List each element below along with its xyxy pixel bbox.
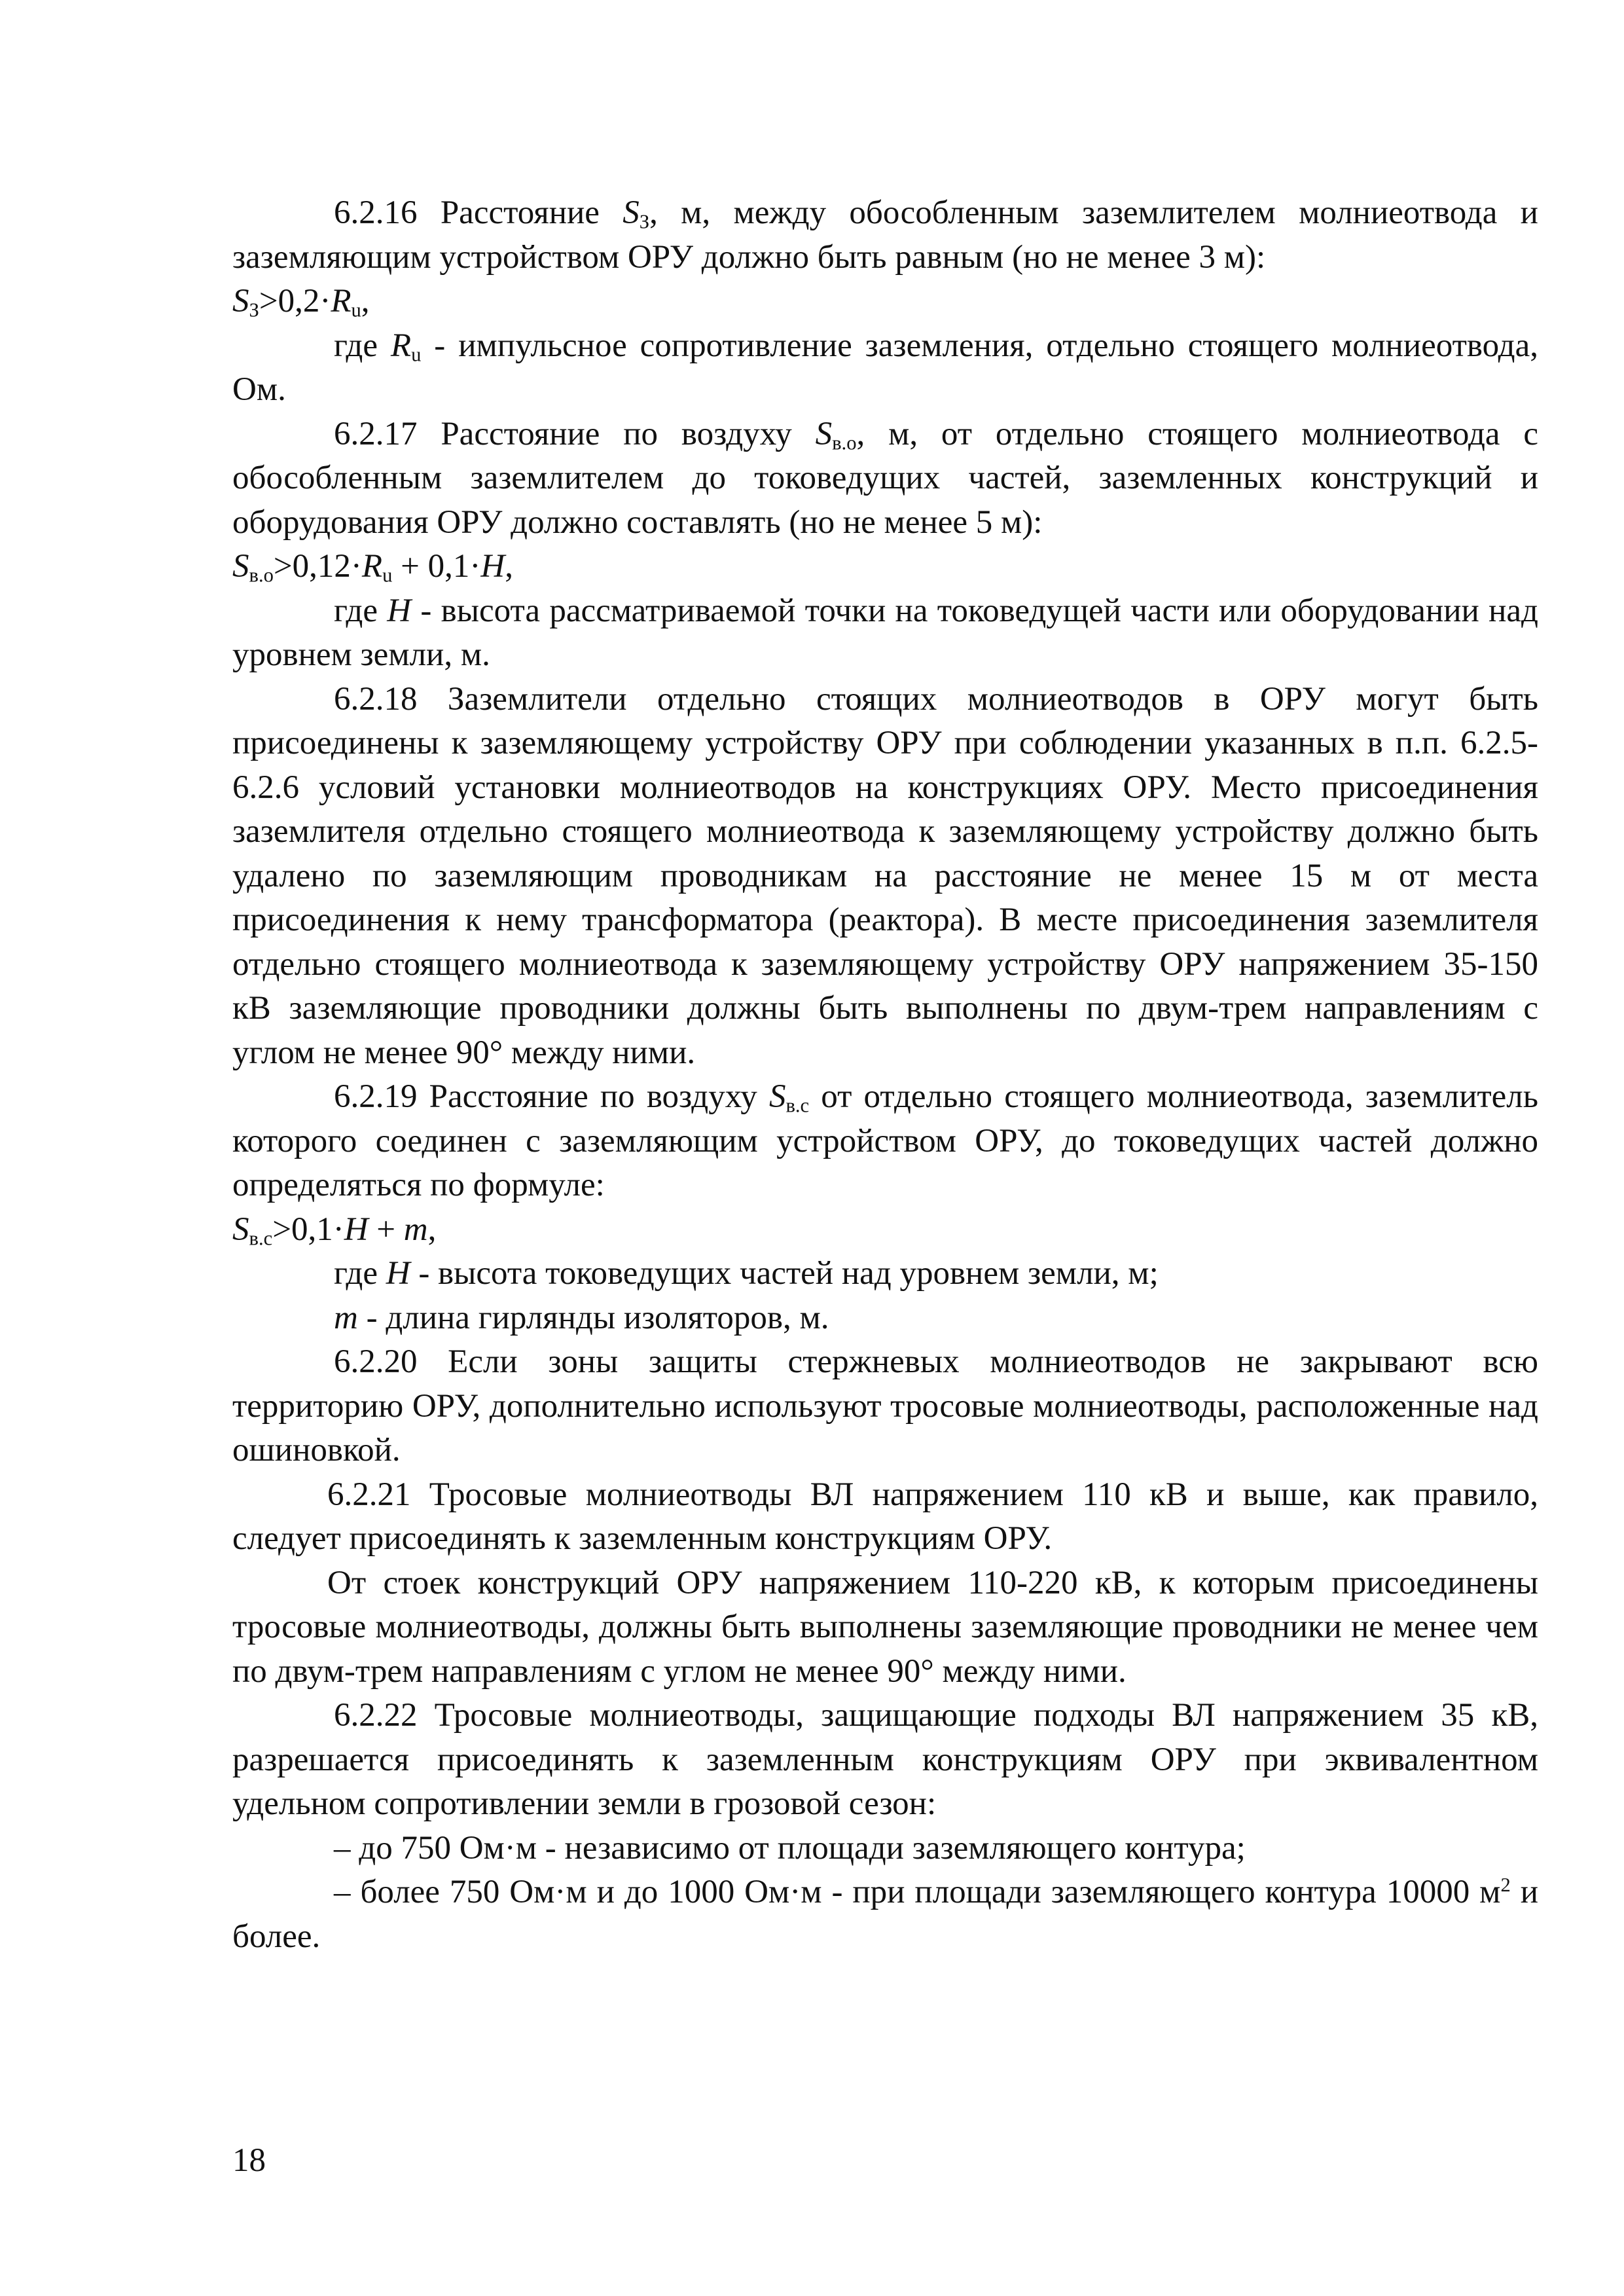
- formula-6-2-16: [232, 280, 1538, 324]
- where-6-2-19-m: [232, 1296, 1538, 1341]
- formula-text: ,: [361, 283, 370, 319]
- formula-subscript: в.о: [832, 431, 857, 454]
- formula-subscript: u: [351, 299, 361, 321]
- formula-variable: R: [361, 548, 383, 585]
- formula-subscript: в.о: [249, 564, 274, 587]
- text: - высота токоведущих частей над уровнем земли, м;: [410, 1255, 1159, 1292]
- formula-variable: S: [768, 1078, 786, 1115]
- text: - импульсное сопротивление заземления, отдельно стоящего молниеотвода, Ом.: [232, 327, 1547, 408]
- text: где: [334, 592, 388, 629]
- text: где: [334, 1255, 386, 1292]
- formula-variable: m: [334, 1299, 358, 1336]
- formula-subscript: u: [411, 343, 422, 366]
- paragraph-6-2-21-cont: От стоек конструкций ОРУ напряжением 110-220 кВ, к которым присоединены тросовые молниеотводы, должны быть выполнены заземляющие проводники не менее чем по двум-трем направлениям с углом не менее 90° между ними.: [232, 1564, 1538, 1690]
- formula-variable: H: [344, 1211, 369, 1248]
- text: 6.2.19 Расстояние по воздуху: [334, 1078, 769, 1115]
- formula-variable: H: [386, 1255, 410, 1292]
- paragraph-6-2-18: 6.2.18 Заземлители отдельно стоящих молниеотводов в ОРУ могут быть присоединены к заземляющему устройству ОРУ при соблюдении указанных в п.п. 6.2.5-6.2.6 условий установки молниеотводов на конструкциях ОРУ. Место присоединения заземлителя отдельно стоящего молниеотвода к заземляющему устройству должно быть удалено по заземляющим проводникам на расстояние не менее 15 м от места присоединения к нему трансформатора (реактора). В месте присоединения заземлителя отдельно стоящего молниеотвода к заземляющему устройству ОРУ напряжением 35-150 кВ заземляющие проводники должны быть выполнены по двум-трем направлениям с углом не менее 90° между ними.: [232, 680, 1538, 1071]
- where-6-2-19-h: [232, 1252, 1538, 1296]
- formula-6-2-17: [232, 545, 1538, 589]
- paragraph-6-2-17: [232, 412, 1547, 545]
- formula-subscript: в.с: [785, 1094, 810, 1117]
- formula-variable: S: [232, 548, 249, 585]
- formula-subscript: u: [382, 564, 393, 587]
- formula-variable: S: [623, 194, 640, 231]
- list-item: – до 750 Ом·м - независимо от площади заземляющего контура;: [334, 1829, 1246, 1867]
- where-6-2-16: [232, 324, 1547, 412]
- paragraph-6-2-20: 6.2.20 Если зоны защиты стержневых молниеотводов не закрывают всю территорию ОРУ, дополнительно используют тросовые молниеотводы, расположенные над ошиновкой.: [232, 1343, 1538, 1468]
- formula-variable: S: [232, 1211, 249, 1248]
- text: 6.2.17 Расстояние по воздуху: [334, 415, 816, 452]
- formula-text: >0,12·: [273, 548, 362, 585]
- formula-variable: H: [480, 548, 505, 585]
- formula-subscript: в.с: [249, 1227, 273, 1250]
- paragraph-6-2-16: [232, 191, 1547, 280]
- formula-text: >0,1·: [272, 1211, 344, 1248]
- formula-variable: S: [232, 283, 249, 319]
- formula-text: >0,2·: [259, 283, 331, 319]
- list-item: [232, 1870, 1547, 1959]
- formula-text: ,: [505, 548, 513, 585]
- text: - длина гирлянды изоляторов, м.: [357, 1299, 829, 1336]
- where-6-2-17: [232, 589, 1547, 678]
- formula-variable: H: [387, 592, 412, 629]
- formula-variable: S: [815, 415, 833, 452]
- formula-variable: R: [331, 283, 352, 319]
- paragraph-6-2-19: [232, 1075, 1547, 1208]
- formula-text: + 0,1·: [392, 548, 481, 585]
- text: 6.2.16 Расстояние: [334, 194, 623, 231]
- formula-text: ,: [427, 1211, 437, 1248]
- formula-subscript: З: [249, 299, 259, 321]
- paragraph-6-2-21: 6.2.21 Тросовые молниеотводы ВЛ напряжением 110 кВ и выше, как правило, следует присоединять к заземленным конструкциям ОРУ.: [232, 1476, 1538, 1557]
- formula-text: +: [368, 1211, 404, 1248]
- page-body: [232, 191, 1547, 1959]
- text: где: [334, 327, 391, 364]
- formula-subscript: З: [639, 210, 650, 233]
- formula-variable: R: [390, 327, 412, 364]
- page-number: 18: [232, 2142, 266, 2179]
- superscript: 2: [1500, 1874, 1511, 1897]
- text: – более 750 Ом·м и до 1000 Ом·м - при площади заземляющего контура 10000 м: [334, 1874, 1501, 1910]
- formula-6-2-19: [232, 1208, 1538, 1252]
- text: , м, между обособленным заземлителем молниеотвода и заземляющим устройством ОРУ должно быть равным (но не менее 3 м):: [232, 194, 1547, 276]
- text: , м, от отдельно стоящего молниеотвода с обособленным заземлителем до токоведущих частей, заземленных конструкций и оборудования ОРУ должно составлять (но не менее 5 м):: [232, 415, 1547, 541]
- text: от отдельно стоящего молниеотвода, заземлитель которого соединен с заземляющим устройством ОРУ, до токоведущих частей должно определяться по формуле:: [232, 1078, 1547, 1203]
- text: - высота рассматриваемой точки на токоведущей части или оборудовании над уровнем земли, м.: [232, 592, 1547, 673]
- paragraph-6-2-22: 6.2.22 Тросовые молниеотводы, защищающие подходы ВЛ напряжением 35 кВ, разрешается присоединять к заземленным конструкциям ОРУ при эквивалентном удельном сопротивлении земли в грозовой сезон:: [232, 1697, 1538, 1822]
- text: и более.: [232, 1874, 1547, 1955]
- formula-variable: m: [403, 1211, 428, 1248]
